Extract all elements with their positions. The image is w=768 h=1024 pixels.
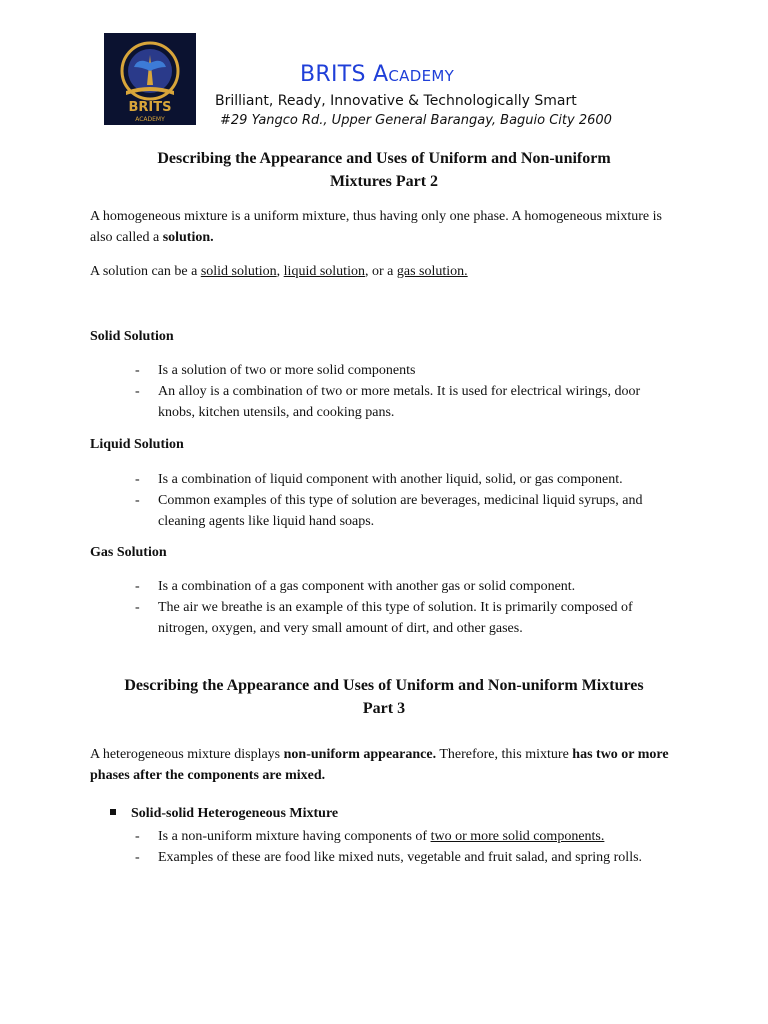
paragraph-text: A homogeneous mixture is a uniform mixture, thus having only one phase. A homogeneous mixture is also called a xyxy=(90,209,662,245)
title-line: Part 3 xyxy=(362,700,406,717)
liquid-solution-heading: Liquid Solution xyxy=(90,437,184,452)
liquid-solution-list xyxy=(90,469,680,532)
title-line: Describing the Appearance and Uses of Uniform and Non-uniform Mixtures xyxy=(124,677,644,694)
heterogeneous-paragraph xyxy=(90,744,680,786)
gas-solution-list xyxy=(90,576,680,639)
section-title-part3 xyxy=(90,674,678,720)
academy-address: #29 Yangco Rd., Upper General Barangay, Baguio City 2600 xyxy=(220,113,612,128)
gas-solution-heading: Gas Solution xyxy=(90,545,167,560)
bold-term: has two or more phases after the components are mixed. xyxy=(90,747,669,783)
title-line: Mixtures Part 2 xyxy=(329,173,439,190)
bold-term: non-uniform appearance. xyxy=(283,747,437,762)
bold-term: solution. xyxy=(162,230,214,245)
list-item: - Is a combination of liquid component with another liquid, solid, or gas component. xyxy=(135,472,623,487)
paragraph-text: A solution can be a xyxy=(90,264,201,279)
list-item: - Is a combination of a gas component with another gas or solid component. xyxy=(135,579,576,594)
paragraph-text: A heterogeneous mixture displays xyxy=(90,747,284,762)
list-item: - Is a non-uniform mixture having components of two or more solid components. xyxy=(135,829,605,844)
underlined-term: two or more solid components. xyxy=(430,829,605,844)
liquid-solution-term: liquid solution xyxy=(283,264,365,279)
separator: , xyxy=(276,264,284,279)
title-line: Describing the Appearance and Uses of Uniform and Non-uniform xyxy=(157,150,611,167)
list-item: - Is a solution of two or more solid components xyxy=(135,363,416,378)
academy-name: BRITS Academy xyxy=(300,62,455,87)
section-title-part2 xyxy=(90,147,678,193)
logo-text: BRITS xyxy=(128,100,172,115)
academy-tagline: Brilliant, Ready, Innovative & Technologically Smart xyxy=(215,93,577,109)
list-item: - Examples of these are food like mixed nuts, vegetable and fruit salad, and spring rolls. xyxy=(135,850,643,865)
solution-types-paragraph xyxy=(90,261,680,282)
homogeneous-paragraph xyxy=(90,206,680,248)
solid-solid-heading xyxy=(110,806,338,822)
solid-solution-heading: Solid Solution xyxy=(90,329,174,344)
brits-academy-logo xyxy=(104,33,196,125)
heading-text: Solid-solid Heterogeneous Mixture xyxy=(131,806,339,821)
list-item: - The air we breathe is an example of this type of solution. It is primarily composed of nitrogen, oxygen, and very small amount of dirt, and other gases. xyxy=(135,600,633,636)
list-item: - Common examples of this type of solution are beverages, medicinal liquid syrups, and cleaning agents like liquid hand soaps. xyxy=(135,493,643,529)
solid-solution-list xyxy=(90,360,680,423)
separator: , or a xyxy=(364,264,397,279)
gas-solution-term: gas solution. xyxy=(396,264,468,279)
list-item: - An alloy is a combination of two or more metals. It is used for electrical wirings, door knobs, kitchen utensils, and cooking pans. xyxy=(135,384,641,420)
solid-solid-list xyxy=(90,826,680,868)
square-bullet-icon xyxy=(110,809,116,815)
solid-solution-term: solid solution xyxy=(200,264,277,279)
paragraph-text: Therefore, this mixture xyxy=(436,747,573,762)
logo-subtext: ACADEMY xyxy=(135,116,165,123)
